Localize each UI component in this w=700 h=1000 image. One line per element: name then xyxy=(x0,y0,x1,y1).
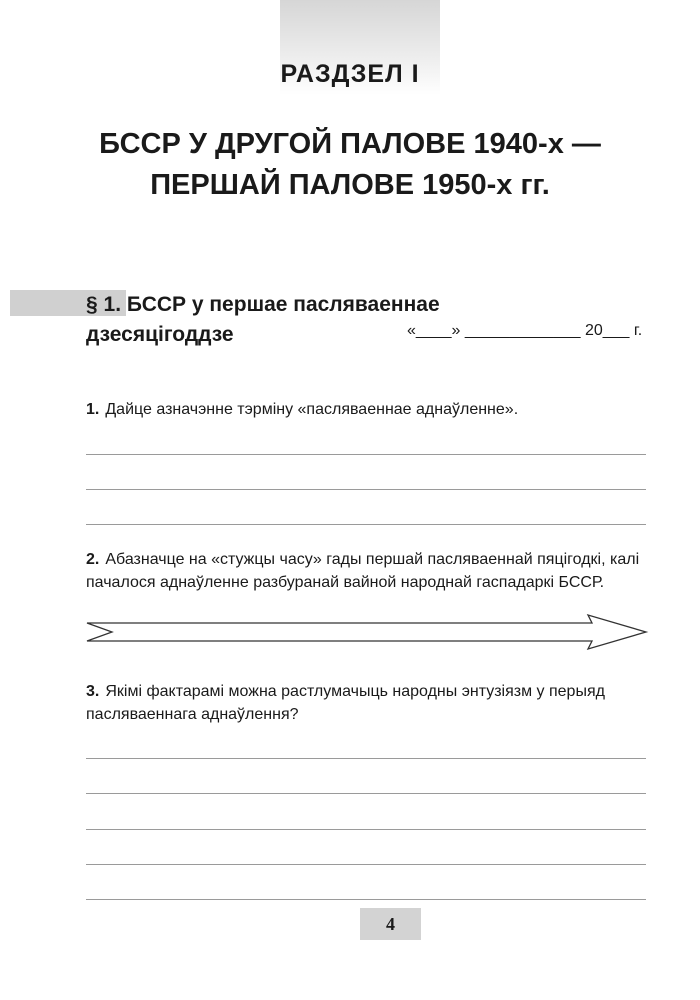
timeline-arrow-shape xyxy=(87,615,646,649)
date-field[interactable]: «____» _____________ 20___ г. xyxy=(407,322,643,339)
paragraph-title-line-1 xyxy=(86,290,486,320)
task-3-answer-line-5[interactable] xyxy=(86,899,646,900)
task-1-answer-line-3[interactable] xyxy=(86,524,646,525)
task-2 xyxy=(86,548,648,594)
chapter-title-line-2: ПЕРШАЙ ПАЛОВЕ 1950-х гг. xyxy=(150,169,550,201)
paragraph-title-line-2: дзесяцігоддзе xyxy=(86,323,234,346)
task-1-number: 1. xyxy=(86,401,100,418)
paragraph-title xyxy=(86,290,486,350)
task-1-answer-line-1[interactable] xyxy=(86,454,646,455)
task-3-answer-line-3[interactable] xyxy=(86,829,646,830)
paragraph-number: § 1. xyxy=(86,293,122,316)
task-3-text: Якімі фактарамі можна растлумачыць народны энтузіязм у перыяд пасляваеннага аднаўлення? xyxy=(86,683,605,723)
chapter-title-line-1: БССР У ДРУГОЙ ПАЛОВЕ 1940-х — xyxy=(99,128,601,160)
page-number: 4 xyxy=(360,908,421,940)
task-3-answer-line-2[interactable] xyxy=(86,793,646,794)
paragraph-title-text-1: БССР у першае пасляваеннае xyxy=(126,293,440,316)
section-label: РАЗДЗЕЛ I xyxy=(280,60,420,88)
timeline-arrow[interactable] xyxy=(84,612,650,652)
task-2-text: Абазначце на «стужцы часу» гады першай пасляваеннай пяцігодкі, калі пачалося аднаўленне разбуранай вайной народнай гаспадаркі БССР. xyxy=(86,551,640,591)
task-1-answer-line-2[interactable] xyxy=(86,489,646,490)
task-3 xyxy=(86,680,648,726)
chapter-title xyxy=(0,124,700,206)
task-2-number: 2. xyxy=(86,551,100,568)
task-3-answer-line-1[interactable] xyxy=(86,758,646,759)
task-1 xyxy=(86,398,648,421)
task-1-text: Дайце азначэнне тэрміну «пасляваеннае аднаўленне». xyxy=(105,401,519,418)
task-3-answer-line-4[interactable] xyxy=(86,864,646,865)
task-3-number: 3. xyxy=(86,683,100,700)
